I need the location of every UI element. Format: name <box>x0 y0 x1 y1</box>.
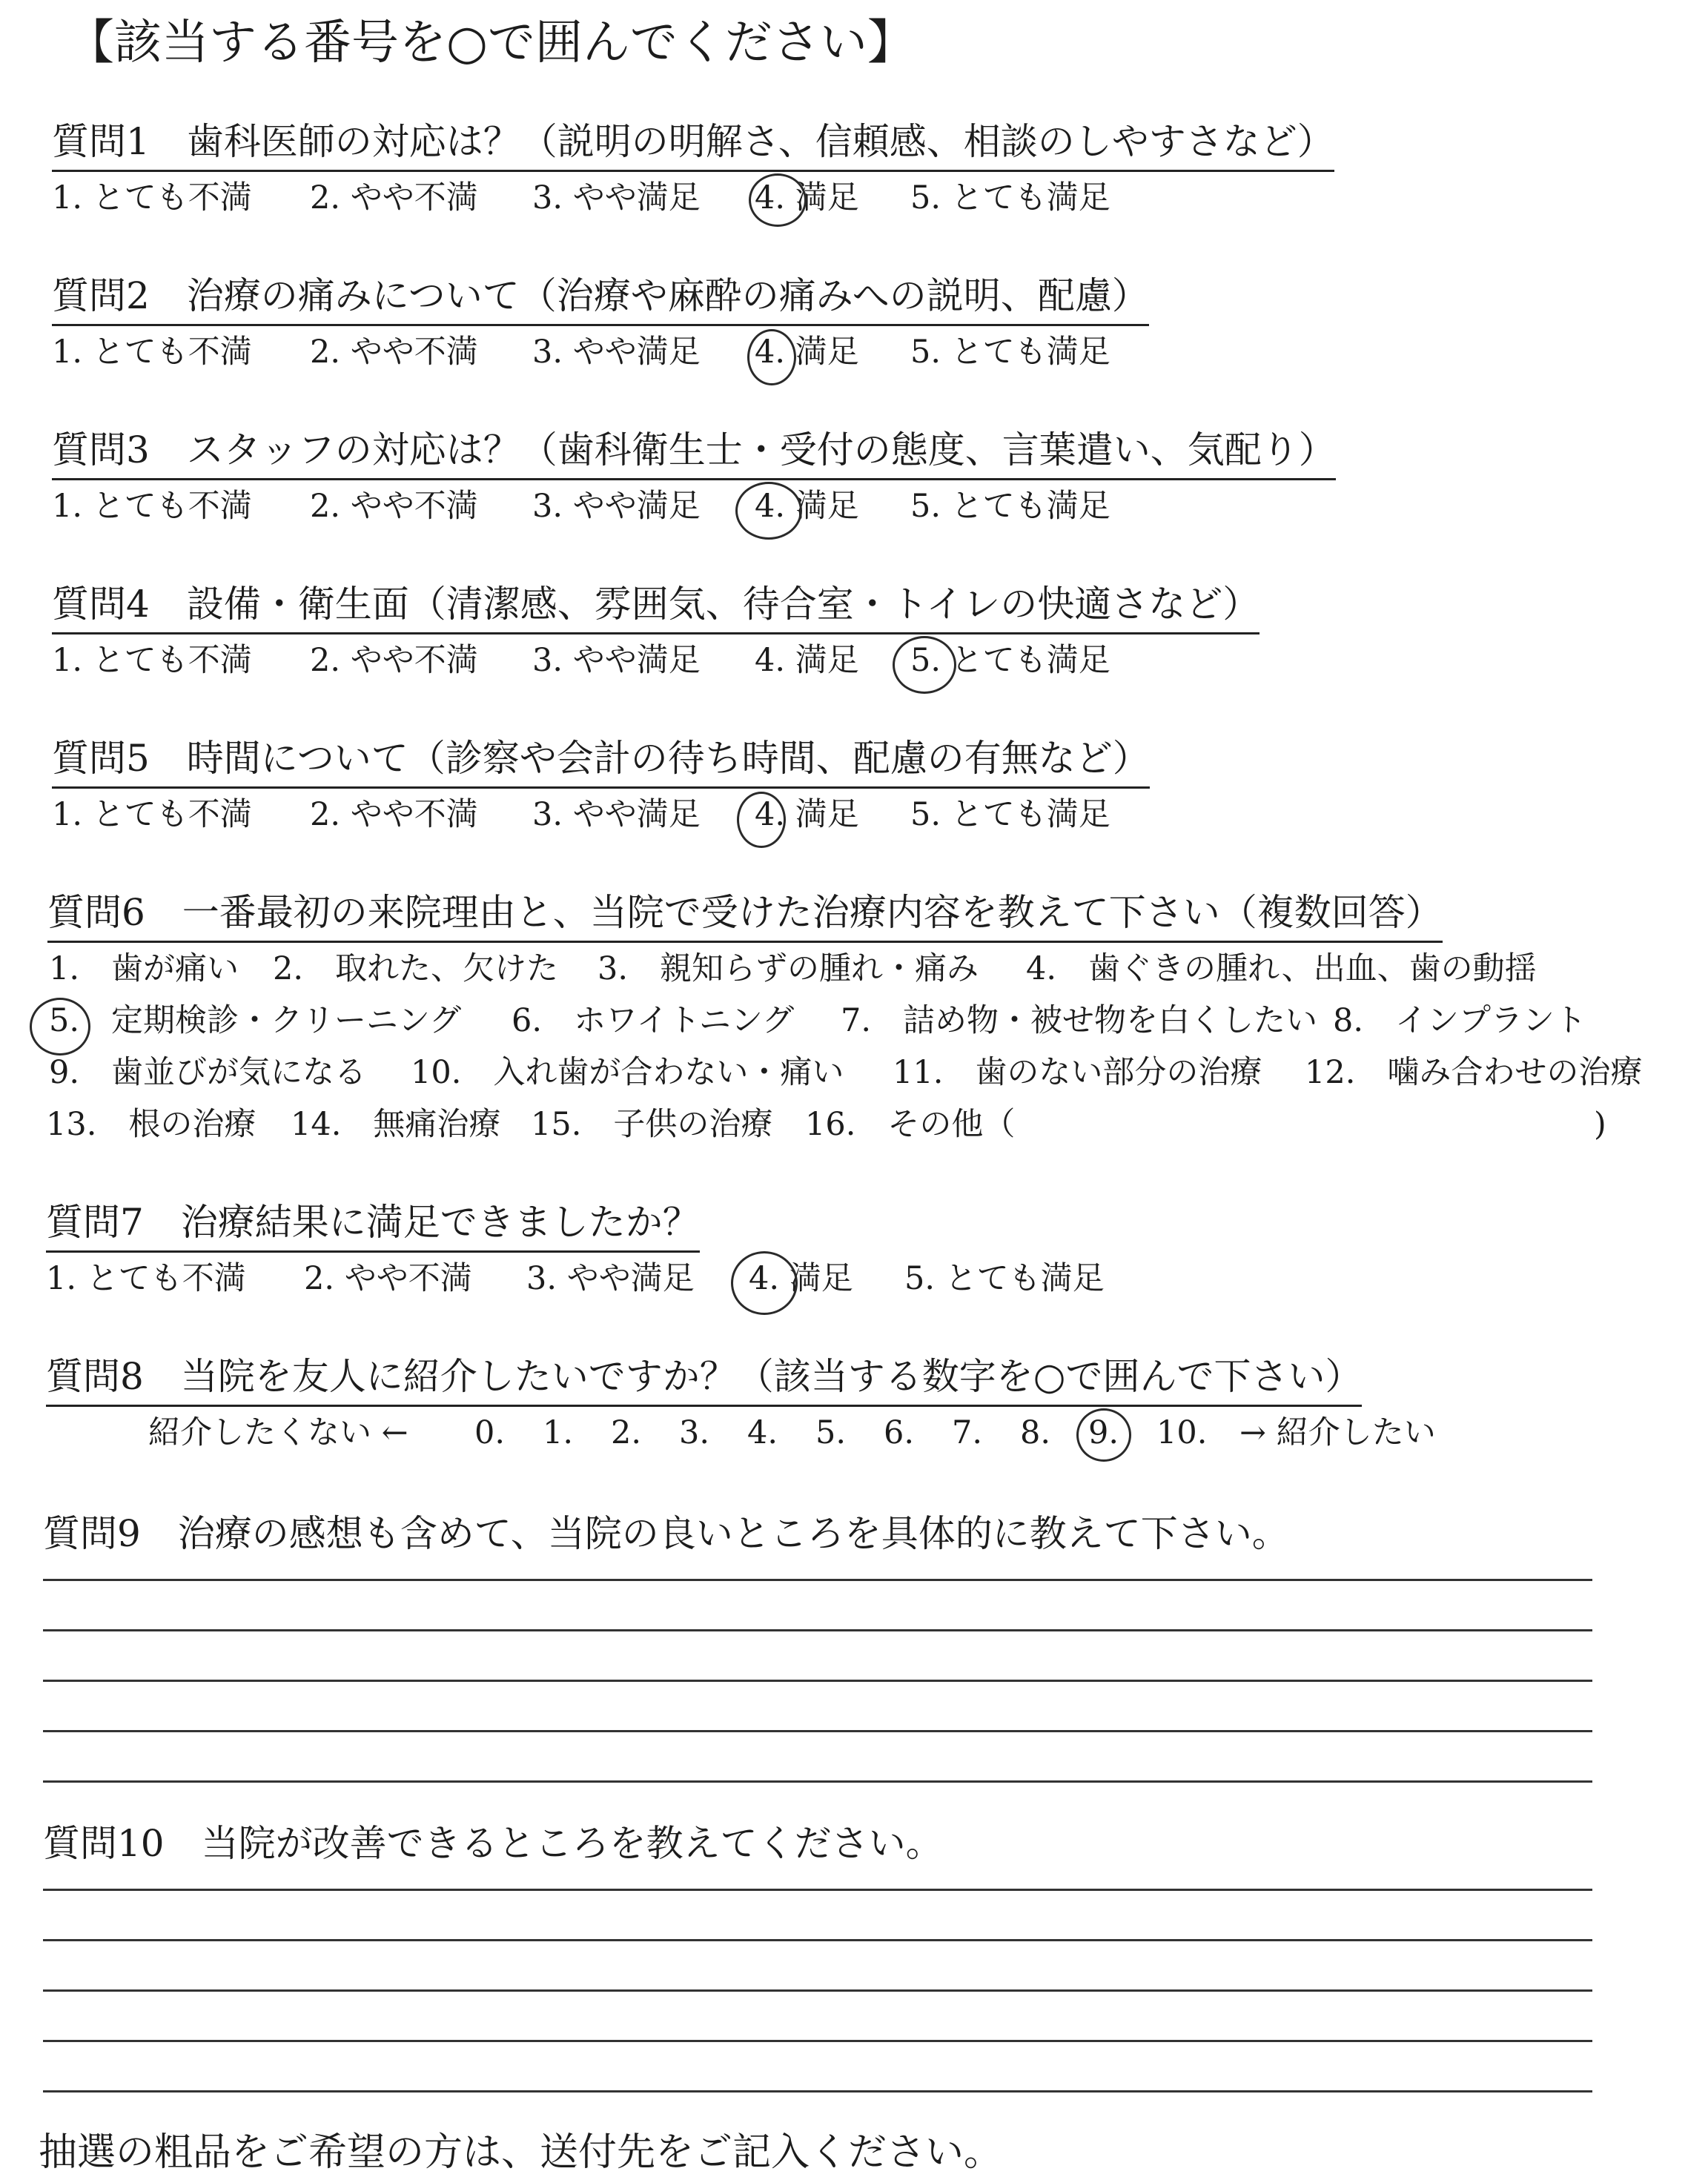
question-7-label: 質問7 治療結果に満足できましたか？ <box>46 1199 700 1253</box>
option-5[interactable]: 5. 定期検診・クリーニング <box>49 1002 462 1039</box>
scale-7[interactable]: 7. <box>952 1414 983 1451</box>
question-2-options <box>0 332 1708 377</box>
option-4[interactable]: 4. 満足 <box>749 1260 853 1297</box>
option-1[interactable]: 1. とても不満 <box>52 796 252 833</box>
scale-2[interactable]: 2. <box>611 1414 642 1451</box>
question-5-options <box>0 795 1708 839</box>
option-14[interactable]: 14. 無痛治療 <box>291 1106 501 1143</box>
option-1[interactable]: 1. とても不満 <box>46 1260 246 1297</box>
selection-circle <box>893 636 956 694</box>
selection-circle <box>731 1251 798 1315</box>
option-5[interactable]: 5. とても満足 <box>910 334 1110 371</box>
option-5[interactable]: 5. とても満足 <box>910 179 1110 216</box>
option-1[interactable]: 1. とても不満 <box>52 334 252 371</box>
question-1-options <box>0 178 1708 222</box>
scale-1[interactable]: 1. <box>543 1414 574 1451</box>
selection-circle <box>747 329 796 385</box>
other-close-paren: ) <box>1594 1106 1606 1143</box>
option-2[interactable]: 2. やや不満 <box>310 642 478 679</box>
scale-6[interactable]: 6. <box>884 1414 915 1451</box>
question-9-label: 質問9 治療の感想も含めて、当院の良いところを具体的に教えて下さい。 <box>43 1512 1289 1555</box>
question-3-options <box>0 486 1708 531</box>
scale-10[interactable]: 10. <box>1156 1414 1208 1451</box>
answer-line <box>43 1579 1592 1581</box>
selection-circle <box>749 173 807 227</box>
option-16[interactable]: 16. その他（ <box>805 1106 1016 1143</box>
option-13[interactable]: 13. 根の治療 <box>46 1106 256 1143</box>
selection-circle <box>737 792 786 848</box>
option-11[interactable]: 11. 歯のない部分の治療 <box>893 1054 1262 1091</box>
page-title: 【該当する番号を○で囲んでください】 <box>67 16 915 70</box>
option-3[interactable]: 3. やや満足 <box>532 179 701 216</box>
scale-right-label: → 紹介したい <box>1239 1414 1436 1451</box>
option-10[interactable]: 10. 入れ歯が合わない・痛い <box>411 1054 844 1091</box>
selection-circle <box>30 998 90 1056</box>
option-4[interactable]: 4. 歯ぐきの腫れ、出血、歯の動揺 <box>1026 950 1537 987</box>
answer-line <box>43 1780 1592 1783</box>
question-7-options <box>0 1259 1708 1303</box>
option-2[interactable]: 2. 取れた、欠けた <box>273 950 559 987</box>
selection-circle <box>735 482 802 540</box>
question-6-row-1 <box>0 949 1708 993</box>
question-8-label: 質問8 当院を友人に紹介したいですか？（該当する数字を○で囲んで下さい） <box>46 1353 1362 1407</box>
question-6-row-3 <box>0 1053 1708 1097</box>
scale-left-label: 紹介したくない ← <box>148 1414 408 1451</box>
option-2[interactable]: 2. やや不満 <box>304 1260 472 1297</box>
option-12[interactable]: 12. 噛み合わせの治療 <box>1305 1054 1643 1091</box>
option-2[interactable]: 2. やや不満 <box>310 334 478 371</box>
option-4[interactable]: 4. 満足 <box>755 796 859 833</box>
selection-circle <box>1076 1408 1131 1462</box>
option-3[interactable]: 3. やや満足 <box>532 796 701 833</box>
option-7[interactable]: 7. 詰め物・被せ物を白くしたい <box>841 1002 1318 1039</box>
answer-line <box>43 2090 1592 2092</box>
scale-0[interactable]: 0. <box>474 1414 506 1451</box>
answer-line <box>43 1629 1592 1631</box>
question-6-row-2 <box>0 1001 1708 1045</box>
question-4-label: 質問4 設備・衛生面（清潔感、雰囲気、待合室・トイレの快適さなど） <box>52 581 1260 634</box>
question-4-options <box>0 640 1708 685</box>
option-3[interactable]: 3. やや満足 <box>532 488 701 525</box>
option-5[interactable]: 5. とても満足 <box>910 642 1110 679</box>
option-1[interactable]: 1. 歯が痛い <box>49 950 239 987</box>
option-4[interactable]: 4. 満足 <box>755 334 859 371</box>
option-5[interactable]: 5. とても満足 <box>910 488 1110 525</box>
option-4[interactable]: 4. 満足 <box>755 642 859 679</box>
scale-3[interactable]: 3. <box>679 1414 710 1451</box>
option-5[interactable]: 5. とても満足 <box>910 796 1110 833</box>
option-1[interactable]: 1. とても不満 <box>52 488 252 525</box>
option-3[interactable]: 3. 親知らずの腫れ・痛み <box>598 950 979 987</box>
answer-line <box>43 1939 1592 1941</box>
question-1-label: 質問1 歯科医師の対応は？（説明の明解さ、信頼感、相談のしやすさなど） <box>52 119 1334 172</box>
answer-line <box>43 1889 1592 1891</box>
question-3-label: 質問3 スタッフの対応は？（歯科衛生士・受付の態度、言葉遣い、気配り） <box>52 427 1336 480</box>
prize-address-prompt: 抽選の粗品をご希望の方は、送付先をご記入ください。 <box>39 2130 1003 2175</box>
option-4[interactable]: 4. 満足 <box>755 179 859 216</box>
question-6-label: 質問6 一番最初の来院理由と、当院で受けた治療内容を教えて下さい（複数回答） <box>47 889 1443 943</box>
option-4[interactable]: 4. 満足 <box>755 488 859 525</box>
question-2-label: 質問2 治療の痛みについて（治療や麻酔の痛みへの説明、配慮） <box>52 273 1149 326</box>
answer-line <box>43 1989 1592 1992</box>
option-8[interactable]: 8. インプラント <box>1333 1002 1587 1039</box>
option-2[interactable]: 2. やや不満 <box>310 796 478 833</box>
option-5[interactable]: 5. とても満足 <box>904 1260 1105 1297</box>
question-8-scale <box>0 1413 1708 1457</box>
option-9[interactable]: 9. 歯並びが気になる <box>49 1054 367 1091</box>
option-1[interactable]: 1. とても不満 <box>52 179 252 216</box>
option-1[interactable]: 1. とても不満 <box>52 642 252 679</box>
option-6[interactable]: 6. ホワイトニング <box>512 1002 795 1039</box>
option-2[interactable]: 2. やや不満 <box>310 488 478 525</box>
answer-line <box>43 2040 1592 2042</box>
option-3[interactable]: 3. やや満足 <box>532 642 701 679</box>
question-10-label: 質問10 当院が改善できるところを教えてください。 <box>43 1822 943 1865</box>
scale-8[interactable]: 8. <box>1020 1414 1051 1451</box>
scale-9[interactable]: 9. <box>1088 1414 1119 1451</box>
scale-5[interactable]: 5. <box>815 1414 847 1451</box>
option-3[interactable]: 3. やや満足 <box>526 1260 695 1297</box>
answer-line <box>43 1730 1592 1732</box>
question-5-label: 質問5 時間について（診察や会計の待ち時間、配慮の有無など） <box>52 735 1150 789</box>
question-6-row-4 <box>0 1104 1708 1149</box>
option-15[interactable]: 15. 子供の治療 <box>531 1106 773 1143</box>
scale-4[interactable]: 4. <box>747 1414 778 1451</box>
option-3[interactable]: 3. やや満足 <box>532 334 701 371</box>
option-2[interactable]: 2. やや不満 <box>310 179 478 216</box>
answer-line <box>43 1680 1592 1682</box>
